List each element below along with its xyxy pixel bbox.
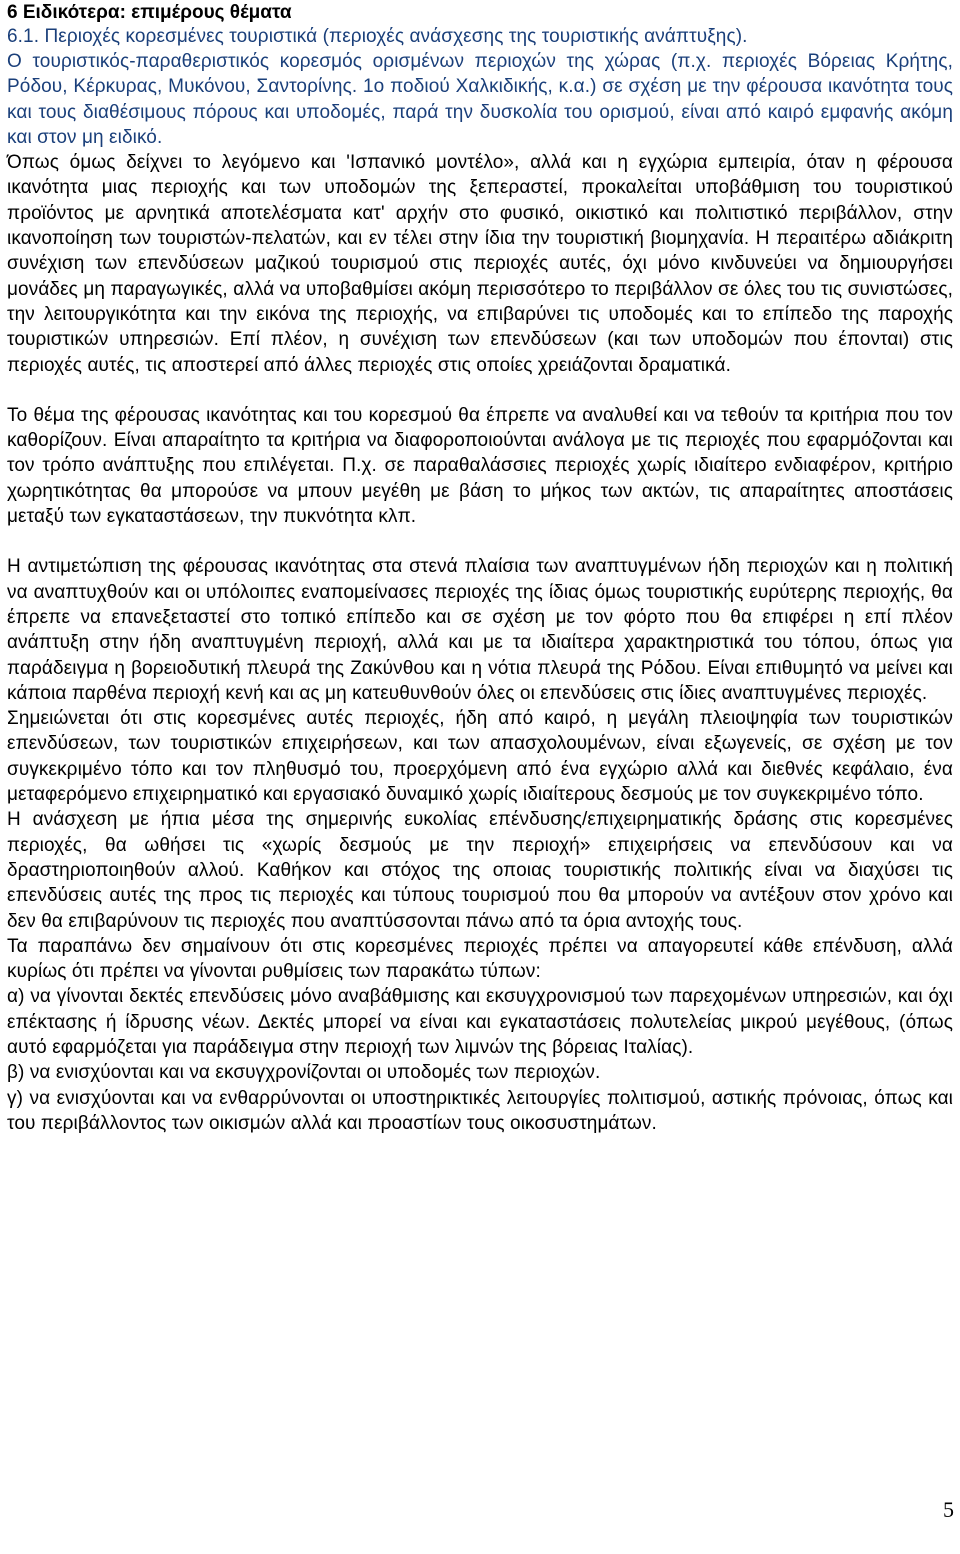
paragraph-regulations-intro: Τα παραπάνω δεν σημαίνουν ότι στις κορεσμένες περιοχές πρέπει να απαγορευτεί κάθε επένδυση, αλλά κυρίως ότι πρέπει να γίνονται ρυθμίσεις των παρακάτω τύπων: — [7, 935, 953, 983]
paragraph-gap — [7, 378, 953, 403]
paragraph-saturation-intro — [7, 49, 953, 150]
paragraph-local-approach: Η αντιμετώπιση της φέρουσας ικανότητας στα στενά πλαίσια των αναπτυγμένων ήδη περιοχών και η πολιτική να αναπτυχθούν και οι υπόλοιπες εναπομείνασες περιοχές της ίδιας όμως τουριστικής ευρύτερης περιοχής, θα έπρεπε να επανεξεταστεί στο τοπικό επίπεδο και σε σχέση με τον φόρτο που θα επιφέρει η επί πλέον ανάπτυξη στην ήδη αναπτυγμένη περιοχή, αλλά και με τα ιδιαίτερα χαρακτηριστικά του τόπου, όπως για παράδειγμα η βορειοδυτική πλευρά της Ζακύνθου και η νότια πλευρά της Ρόδου. Είναι επιθυμητό να μείνει και κάποια παρθένα περιοχή κενή και ας μη κατευθυνθούν όλες οι επενδύσεις στις ίδιες αναπτυγμένες περιοχές. — [7, 556, 953, 704]
paragraph-carrying-capacity: Το θέμα της φέρουσας ικανότητας και του κορεσμού θα έπρεπε να αναλυθεί και να τεθούν τα κριτήρια που τον καθορίζουν. Είναι απαραίτητο τα κριτήρια να διαφοροποιούνται ανάλογα με τις περιοχές που εφαρμόζονται και τον τρόπο ανάπτυξης που επιλέγεται. Π.χ. σε παραθαλάσσιες περιοχές χωρίς ιδιαίτερο ενδιαφέρον, κριτήριο χωρητικότητας θα μπορούσε να μπουν μεγέθη με βάση το μήκος των ακτών, τις απαραίτητες αποστάσεις μεταξύ των εγκαταστάσεων, την πυκνότητα κλπ. — [7, 404, 953, 528]
paragraph-exogenous-investment: Σημειώνεται ότι στις κορεσμένες αυτές περιοχές, ήδη από καιρό, η μεγάλη πλειοψηφία των τουριστικών επενδύσεων, των τουριστικών επιχειρήσεων, και των απασχολουμένων, είναι εξωγενείς, σε σχέση με τον συγκεκριμένο τόπο και τον πληθυσμό του, προερχόμενη από ένα εγχώριο αλλά και διεθνές κεφάλαιο, ένα μεταφερόμενο επιχειρηματικό και εργασιακό δυναμικό χωρίς ιδιαίτερους δεσμούς με τον συγκεκριμένο τόπο. — [7, 708, 953, 806]
list-item-b: β) να ενισχύονται και να εκσυγχρονίζονται οι υποδομές των περιοχών. — [7, 1062, 601, 1084]
section-heading: 6 Ειδικότερα: επιμέρους θέματα — [7, 2, 292, 23]
list-item-a: α) να γίνονται δεκτές επενδύσεις μόνο αναβάθμισης και εκσυγχρονισμού των παρεχομένων υπηρεσιών, και όχι επέκτασης ή ίδρυσης νέων. Δεκτές μπορεί να είναι και εγκαταστάσεις πολυτελείας μικρού μεγέθους, (όπως αυτό εφαρμόζεται για παράδειγμα στην περιοχή των λιμνών της βόρειας Ιταλίας). — [7, 986, 953, 1058]
paragraph-containment: Η ανάσχεση με ήπια μέσα της σημερινής ευκολίας επένδυσης/επιχειρηματικής δράσης στις κορεσμένες περιοχές, θα ωθήσει τις «χωρίς δεσμούς με την περιοχή» επιχειρήσεις να επενδύσουν και να δραστηριοποιηθούν αλλού. Καθήκον και στόχος της οποιας τουριστικής πολιτικής είναι να διαχύσει τις επενδύσεις αυτές της προς τις περιοχές και τύπους τουρισμού που θα μπορούν να αντέξουν στον χρόνο και δεν θα επιβαρύνουν τις περιοχές που αναπτύσσονται πάνω από τα όρια αντοχής τους. — [7, 809, 953, 932]
paragraph-text: Ο τουριστικός-παραθεριστικός κορεσμός ορισμένων περιοχών της χώρας (π.χ. περιοχές Βόρειας Κρήτης, Ρόδου, Κέρκυρας, Μυκόνου, Σαντορίνης. 1ο ποδιού Χαλκιδικής, κ.α.) σε σχέση με την φέρουσα ικανότητα τους και τους διαθέσιμους πόρους και υποδομές, παρά την δυσκολία του ορισμού, είναι από καιρό εμφανής ακόμη και στον μη ειδικό. — [7, 51, 953, 148]
page-number: 5 — [943, 1497, 954, 1522]
document-page — [7, 0, 953, 1136]
subsection-heading: 6.1. Περιοχές κορεσμένες τουριστικά (περιοχές ανάσχεσης της τουριστικής ανάπτυξης). — [7, 26, 748, 47]
paragraph-spanish-model: Όπως όμως δείχνει το λεγόμενο και 'Ισπανικό μοντέλο», αλλά και η εγχώρια εμπειρία, όταν η φέρουσα ικανότητα μιας περιοχής και των υποδομών της ξεπεραστεί, προκαλείται υποβάθμιση του τουριστικού προϊόντος με αρνητικά αποτελέσματα κατ' αρχήν στο φυσικό, οικιστικό και πολιτιστικό περιβάλλον, στην ικανοποίηση των τουριστών-πελατών, και εν τέλει στην ίδια την τουριστική βιομηχανία. Η περαιτέρω αδιάκριτη συνέχιση των επενδύσεων μαζικού τουρισμού στις περιοχές αυτές, όχι μόνο κινδυνεύει να δημιουργήσει μονάδες μη παραγωγικές, αλλά να υποβαθμίσει ακόμη περισσότερο το περιβάλλον σε όλες του τις συνιστώσες, την λειτουργικότητα και την εικόνα της περιοχής, να επιβαρύνει τις υποδομές και το επίπεδο της παροχής τουριστικών υπηρεσιών. Επί πλέον, η συνέχιση των επενδύσεων (και των υποδομών που έπονται) στις περιοχές αυτές, τις αποστερεί από άλλες περιοχές στις οποίες χρειάζονται δραματικά. — [7, 152, 953, 376]
paragraph-gap — [7, 529, 953, 554]
list-item-c: γ) να ενισχύονται και να ενθαρρύνονται οι υποστηρικτικές λειτουργίες πολιτισμού, αστικής πρόνοιας, όπως και του περιβάλλοντος των οικισμών αλλά και προαστίων τους οικοσυστημάτων. — [7, 1087, 953, 1134]
